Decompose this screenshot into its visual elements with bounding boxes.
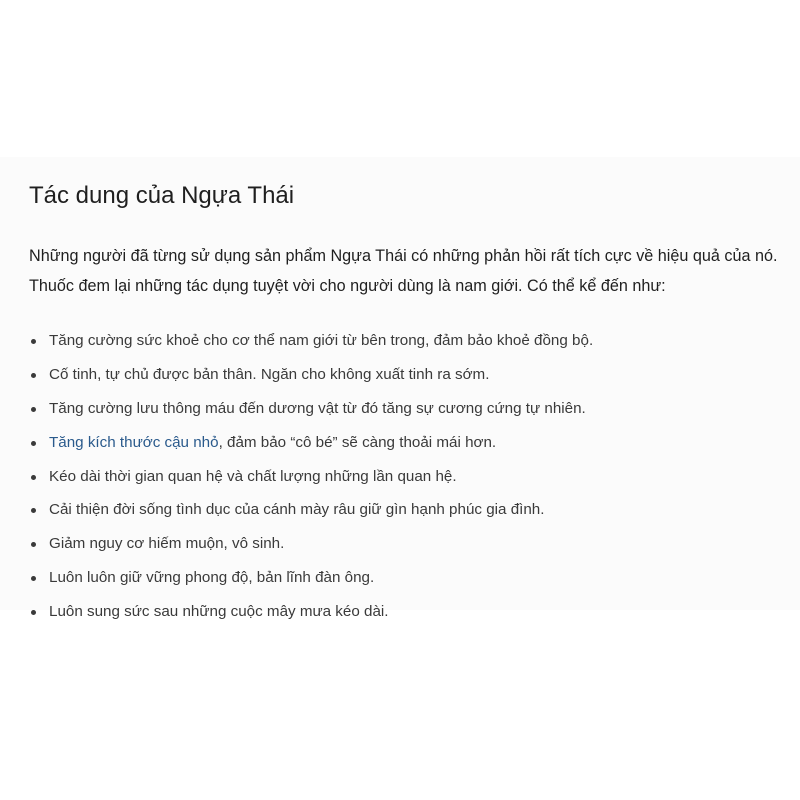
- list-item-text: Luôn luôn giữ vững phong độ, bản lĩnh đàn ông.: [49, 569, 375, 587]
- list-item-text: Cải thiện đời sống tình dục của cánh mày râu giữ gìn hạnh phúc gia đình.: [49, 501, 545, 519]
- list-item: [29, 358, 593, 392]
- list-item-text: Cố tinh, tự chủ được bản thân. Ngăn cho không xuất tinh ra sớm.: [49, 365, 490, 383]
- bullet-icon: [31, 610, 36, 615]
- bullet-icon: [31, 407, 36, 412]
- list-item-text: , đảm bảo “cô bé” sẽ càng thoải mái hơn.: [218, 433, 497, 451]
- article-title: Tác dung của Ngựa Thái: [29, 182, 295, 209]
- list-item-text: Tăng cường lưu thông máu đến dương vật từ đó tăng sự cương cứng tự nhiên.: [49, 399, 586, 417]
- list-item: [29, 527, 593, 561]
- article-section: [0, 157, 800, 621]
- benefits-list: [29, 324, 593, 629]
- enlarge-size-link[interactable]: Tăng kích thước cậu nhỏ: [49, 433, 219, 451]
- list-item: [29, 561, 593, 595]
- bullet-icon: [31, 441, 36, 446]
- article-intro: Những người đã từng sử dụng sản phẩm Ngựa Thái có những phản hồi rất tích cực về hiệu quả của nó. Thuốc đem lại những tác dụng tuyệt vời cho người dùng là nam giới. Có thể kể đến như:: [29, 247, 778, 295]
- bullet-icon: [31, 542, 36, 547]
- list-item-text: Giảm nguy cơ hiếm muộn, vô sinh.: [49, 535, 285, 553]
- bullet-icon: [31, 576, 36, 581]
- bullet-icon: [31, 475, 36, 480]
- bullet-icon: [31, 508, 36, 513]
- bullet-icon: [31, 373, 36, 378]
- bullet-icon: [31, 339, 36, 344]
- list-item: [29, 460, 593, 494]
- list-item: [29, 392, 593, 426]
- list-item-text: Tăng cường sức khoẻ cho cơ thể nam giới từ bên trong, đảm bảo khoẻ đồng bộ.: [49, 332, 594, 349]
- list-item: [29, 595, 593, 629]
- list-item: [29, 324, 593, 358]
- list-item-text: Kéo dài thời gian quan hệ và chất lượng những lần quan hệ.: [49, 467, 457, 485]
- list-item: [29, 493, 593, 527]
- list-item: [29, 426, 593, 460]
- list-item-text: Luôn sung sức sau những cuộc mây mưa kéo dài.: [49, 603, 389, 621]
